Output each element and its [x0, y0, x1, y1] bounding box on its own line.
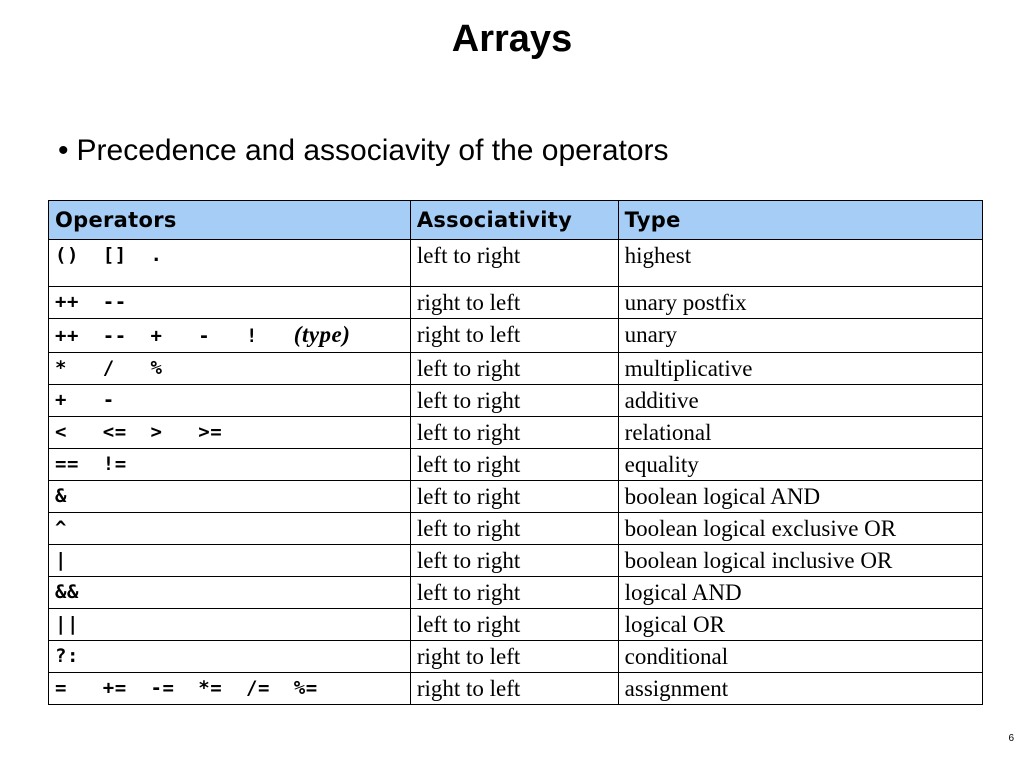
associativity-cell: right to left: [410, 641, 618, 673]
associativity-cell: right to left: [410, 319, 618, 353]
associativity-cell: left to right: [410, 481, 618, 513]
table-row: [49, 513, 983, 545]
associativity-cell: left to right: [410, 513, 618, 545]
type-cell: logical AND: [618, 577, 982, 609]
type-cell: boolean logical inclusive OR: [618, 545, 982, 577]
associativity-cell: left to right: [410, 449, 618, 481]
operators-cell: = += -= *= /= %=: [49, 673, 411, 705]
type-cell: unary postfix: [618, 287, 982, 319]
operators-cell: == !=: [49, 449, 411, 481]
table-row: [49, 641, 983, 673]
table-row: [49, 545, 983, 577]
page-number: 6: [1008, 733, 1014, 744]
table-row: [49, 449, 983, 481]
header-associativity: Associativity: [410, 201, 618, 240]
operators-cell: + -: [49, 385, 411, 417]
header-type: Type: [618, 201, 982, 240]
associativity-cell: left to right: [410, 385, 618, 417]
bullet-text: Precedence and associavity of the operators: [76, 134, 669, 167]
type-cell: boolean logical AND: [618, 481, 982, 513]
operators-cell: [49, 319, 411, 353]
type-cell: unary: [618, 319, 982, 353]
table-row: [49, 577, 983, 609]
associativity-cell: left to right: [410, 577, 618, 609]
table-row: [49, 353, 983, 385]
associativity-cell: left to right: [410, 240, 618, 287]
operators-cell: &: [49, 481, 411, 513]
type-cell: equality: [618, 449, 982, 481]
table-row: [49, 481, 983, 513]
associativity-cell: right to left: [410, 673, 618, 705]
type-cell: multiplicative: [618, 353, 982, 385]
type-cell: boolean logical exclusive OR: [618, 513, 982, 545]
associativity-cell: left to right: [410, 609, 618, 641]
operators-cell: * / %: [49, 353, 411, 385]
type-cell: highest: [618, 240, 982, 287]
operators-cell: < <= > >=: [49, 417, 411, 449]
bullet-dot-icon: •: [58, 134, 69, 167]
type-cast-text: (type): [293, 322, 351, 347]
table-row: [49, 385, 983, 417]
header-operators: Operators: [49, 201, 411, 240]
operators-text: ++ -- + - !: [55, 325, 294, 347]
table-row: [49, 240, 983, 287]
type-cell: logical OR: [618, 609, 982, 641]
operator-precedence-table: [48, 200, 983, 705]
table-row: [49, 609, 983, 641]
table-header-row: [49, 201, 983, 240]
associativity-cell: left to right: [410, 417, 618, 449]
operators-cell: &&: [49, 577, 411, 609]
table-row: [49, 417, 983, 449]
type-cell: additive: [618, 385, 982, 417]
associativity-cell: left to right: [410, 545, 618, 577]
operators-cell: ^: [49, 513, 411, 545]
slide-title: Arrays: [451, 18, 573, 60]
operators-cell: () [] .: [49, 240, 411, 287]
type-cell: assignment: [618, 673, 982, 705]
associativity-cell: right to left: [410, 287, 618, 319]
type-cell: conditional: [618, 641, 982, 673]
bullet-point: [58, 134, 669, 168]
operators-cell: ?:: [49, 641, 411, 673]
table-row: [49, 319, 983, 353]
type-cell: relational: [618, 417, 982, 449]
associativity-cell: left to right: [410, 353, 618, 385]
table-row: [49, 673, 983, 705]
operators-cell: ++ --: [49, 287, 411, 319]
table-row: [49, 287, 983, 319]
operators-cell: ||: [49, 609, 411, 641]
operators-cell: |: [49, 545, 411, 577]
